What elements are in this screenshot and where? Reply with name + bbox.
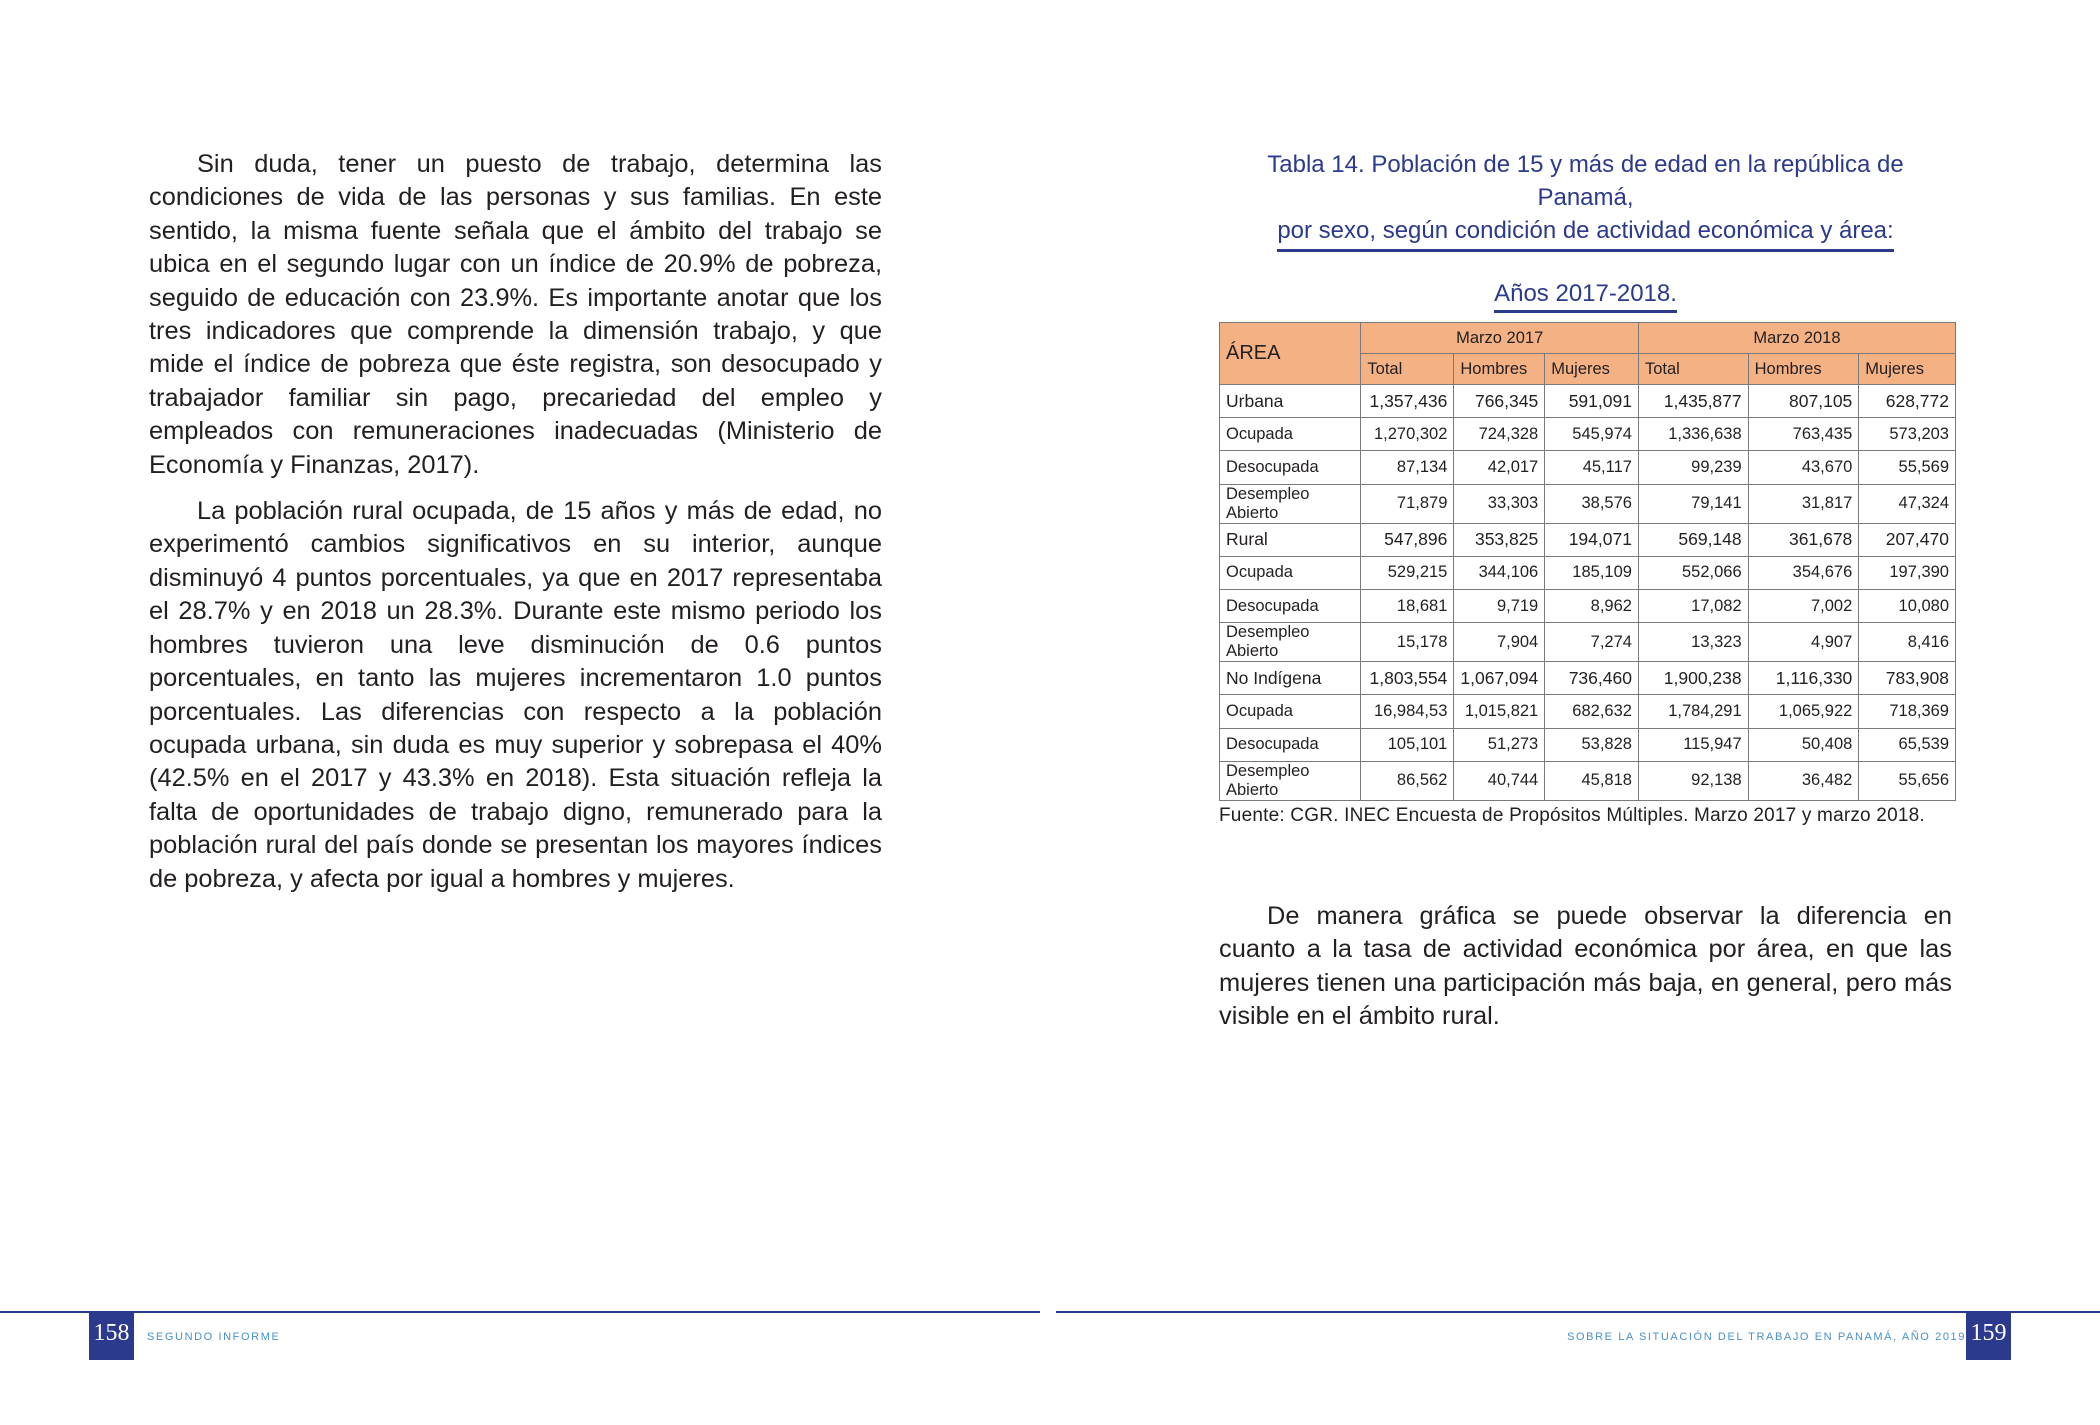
- table-cell: 1,803,554: [1361, 662, 1454, 695]
- body-paragraph: La población rural ocupada, de 15 años y más de edad, no experimentó cambios significativos en su interior, aunque disminuyó 4 puntos porcentuales, ya que en 2017 representaba el 28.7% y en 2018 un 28.3%. Durante este mismo periodo los hombres tuvieron una leve disminución de 0.6 puntos porcentuales, en tanto las mujeres incrementaron 1.0 puntos porcentuales. Las diferencias con respecto a la población ocupada urbana, sin duda es muy superior y sobrepasa el 40% (42.5% en el 2017 y 43.3% en 2018). Esta situación refleja la falta de oportunidades de trabajo digno, remunerado para la población rural del país donde se presentan los mayores índices de pobreza, y afecta por igual a hombres y mujeres.: [149, 497, 882, 893]
- row-label: Desempleo Abierto: [1220, 623, 1361, 662]
- table-cell: 736,460: [1545, 662, 1639, 695]
- table-cell: 55,656: [1859, 761, 1956, 800]
- table-cell: 17,082: [1638, 589, 1748, 622]
- page-number-left: 158: [89, 1312, 134, 1360]
- table-cell: 344,106: [1454, 556, 1545, 589]
- table-cell: 13,323: [1638, 623, 1748, 662]
- col-header-hombres: Hombres: [1454, 354, 1545, 385]
- group-header-2017: Marzo 2017: [1361, 323, 1639, 354]
- area-header: ÁREA: [1220, 323, 1361, 385]
- row-label: Ocupada: [1220, 695, 1361, 728]
- footer-rule-right: [1056, 1311, 2100, 1313]
- table-cell: 40,744: [1454, 761, 1545, 800]
- table-cell: 9,719: [1454, 589, 1545, 622]
- table-cell: 1,900,238: [1638, 662, 1748, 695]
- table-cell: 207,470: [1859, 523, 1956, 556]
- table-title-line2: por sexo, según condición de actividad económica y área:: [1277, 214, 1893, 252]
- table-cell: 783,908: [1859, 662, 1956, 695]
- footer-running-title-right: SOBRE LA SITUACIÓN DEL TRABAJO EN PANAMÁ, AÑO 2019: [1567, 1331, 1966, 1343]
- table-cell: 105,101: [1361, 728, 1454, 761]
- table-cell: 31,817: [1748, 484, 1859, 523]
- table-cell: 87,134: [1361, 451, 1454, 484]
- table-cell: 36,482: [1748, 761, 1859, 800]
- table-cell: 33,303: [1454, 484, 1545, 523]
- table-cell: 1,015,821: [1454, 695, 1545, 728]
- table-cell: 185,109: [1545, 556, 1639, 589]
- table-cell: 92,138: [1638, 761, 1748, 800]
- table-cell: 42,017: [1454, 451, 1545, 484]
- row-label: Desocupada: [1220, 451, 1361, 484]
- table-cell: 86,562: [1361, 761, 1454, 800]
- table-cell: 15,178: [1361, 623, 1454, 662]
- footer-rule-left: [0, 1311, 1040, 1313]
- table-cell: 10,080: [1859, 589, 1956, 622]
- table-body: [1220, 385, 1956, 801]
- table-cell: 353,825: [1454, 523, 1545, 556]
- table-cell: 50,408: [1748, 728, 1859, 761]
- row-label: Urbana: [1220, 385, 1361, 418]
- table-cell: 545,974: [1545, 418, 1639, 451]
- table-cell: 194,071: [1545, 523, 1639, 556]
- table-row: [1220, 418, 1956, 451]
- table-cell: 197,390: [1859, 556, 1956, 589]
- col-header-hombres: Hombres: [1748, 354, 1859, 385]
- table-cell: 79,141: [1638, 484, 1748, 523]
- table-cell: 7,274: [1545, 623, 1639, 662]
- table-cell: 807,105: [1748, 385, 1859, 418]
- table-cell: 99,239: [1638, 451, 1748, 484]
- table-cell: 45,117: [1545, 451, 1639, 484]
- table-row: [1220, 728, 1956, 761]
- table-row: [1220, 523, 1956, 556]
- table-cell: 552,066: [1638, 556, 1748, 589]
- row-label: Desempleo Abierto: [1220, 484, 1361, 523]
- col-header-total: Total: [1361, 354, 1454, 385]
- footer-running-title-left: SEGUNDO INFORME: [147, 1331, 281, 1343]
- table-cell: 573,203: [1859, 418, 1956, 451]
- table-row: [1220, 484, 1956, 523]
- table-cell: 45,818: [1545, 761, 1639, 800]
- table-row: [1220, 662, 1956, 695]
- table-cell: 51,273: [1454, 728, 1545, 761]
- table-cell: 47,324: [1859, 484, 1956, 523]
- table-cell: 718,369: [1859, 695, 1956, 728]
- table-row: [1220, 695, 1956, 728]
- table-cell: 1,336,638: [1638, 418, 1748, 451]
- row-label: Desempleo Abierto: [1220, 761, 1361, 800]
- table-cell: 1,116,330: [1748, 662, 1859, 695]
- table-cell: 766,345: [1454, 385, 1545, 418]
- row-label: Desocupada: [1220, 589, 1361, 622]
- table-cell: 354,676: [1748, 556, 1859, 589]
- table-row: [1220, 623, 1956, 662]
- row-label: Ocupada: [1220, 556, 1361, 589]
- row-label: Ocupada: [1220, 418, 1361, 451]
- col-header-mujeres: Mujeres: [1859, 354, 1956, 385]
- left-text-column: [149, 148, 882, 909]
- table-row: [1220, 556, 1956, 589]
- table-cell: 591,091: [1545, 385, 1639, 418]
- table-cell: 71,879: [1361, 484, 1454, 523]
- table-cell: 7,002: [1748, 589, 1859, 622]
- row-label: Rural: [1220, 523, 1361, 556]
- row-label: Desocupada: [1220, 728, 1361, 761]
- table-row: [1220, 589, 1956, 622]
- table-cell: 682,632: [1545, 695, 1639, 728]
- table-row: [1220, 761, 1956, 800]
- table-years: Años 2017-2018.: [1494, 280, 1677, 313]
- page-number-right: 159: [1966, 1312, 2011, 1360]
- table-cell: 55,569: [1859, 451, 1956, 484]
- table-cell: 569,148: [1638, 523, 1748, 556]
- table-cell: 115,947: [1638, 728, 1748, 761]
- table-cell: 628,772: [1859, 385, 1956, 418]
- table-cell: 38,576: [1545, 484, 1639, 523]
- table-cell: 1,065,922: [1748, 695, 1859, 728]
- table-cell: 16,984,53: [1361, 695, 1454, 728]
- table-cell: 18,681: [1361, 589, 1454, 622]
- table-cell: 8,416: [1859, 623, 1956, 662]
- row-label: No Indígena: [1220, 662, 1361, 695]
- table-cell: 1,435,877: [1638, 385, 1748, 418]
- table-cell: 8,962: [1545, 589, 1639, 622]
- table-caption: [1219, 148, 1952, 313]
- right-text-column: [1219, 900, 1952, 1034]
- population-table: [1219, 322, 1956, 801]
- table-row: [1220, 385, 1956, 418]
- table-cell: 1,270,302: [1361, 418, 1454, 451]
- source-note: Fuente: CGR. INEC Encuesta de Propósitos Múltiples. Marzo 2017 y marzo 2018.: [1219, 805, 1925, 826]
- table-cell: 1,784,291: [1638, 695, 1748, 728]
- table-cell: 43,670: [1748, 451, 1859, 484]
- table-title-line1: Tabla 14. Población de 15 y más de edad en la república de Panamá,: [1267, 151, 1904, 211]
- table-cell: 4,907: [1748, 623, 1859, 662]
- table-cell: 1,067,094: [1454, 662, 1545, 695]
- table-cell: 53,828: [1545, 728, 1639, 761]
- table-cell: 547,896: [1361, 523, 1454, 556]
- col-header-total: Total: [1638, 354, 1748, 385]
- table-cell: 65,539: [1859, 728, 1956, 761]
- body-paragraph: Sin duda, tener un puesto de trabajo, determina las condiciones de vida de las personas y sus familias. En este sentido, la misma fuente señala que el ámbito del trabajo se ubica en el segundo lugar con un índice de 20.9% de pobreza, seguido de educación con 23.9%. Es importante anotar que los tres indicadores que comprende la dimensión trabajo, y que mide el índice de pobreza que éste registra, son desocupado y trabajador familiar sin pago, precariedad del empleo y empleados con remuneraciones inadecuadas (Ministerio de Economía y Finanzas, 2017).: [149, 150, 882, 479]
- table-cell: 1,357,436: [1361, 385, 1454, 418]
- col-header-mujeres: Mujeres: [1545, 354, 1639, 385]
- table-cell: 7,904: [1454, 623, 1545, 662]
- table-cell: 724,328: [1454, 418, 1545, 451]
- table-cell: 361,678: [1748, 523, 1859, 556]
- table-cell: 529,215: [1361, 556, 1454, 589]
- group-header-2018: Marzo 2018: [1638, 323, 1955, 354]
- body-paragraph: De manera gráfica se puede observar la diferencia en cuanto a la tasa de actividad económica por área, en que las mujeres tienen una participación más baja, en general, pero más visible en el ámbito rural.: [1219, 902, 1952, 1031]
- table-row: [1220, 451, 1956, 484]
- table-cell: 763,435: [1748, 418, 1859, 451]
